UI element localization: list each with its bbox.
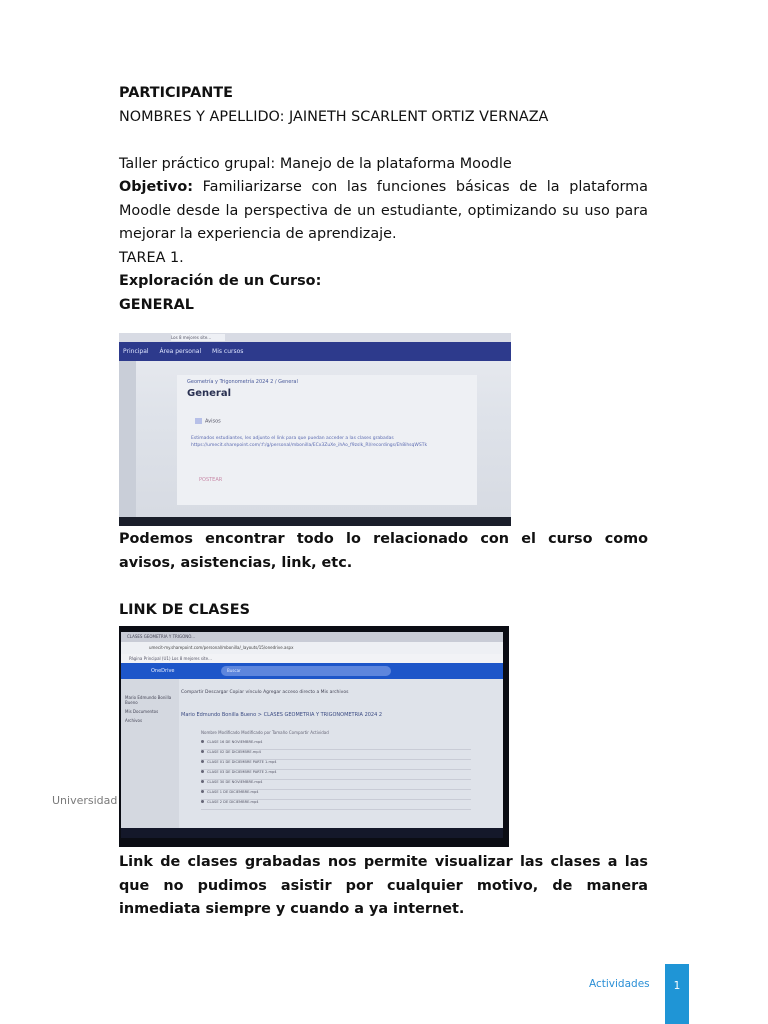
- bookmarks-text: Página Principal (U1) Los 8 mejores site...: [129, 656, 212, 661]
- moodle-general-photo: [119, 333, 511, 526]
- general-heading: GENERAL: [119, 296, 194, 313]
- browser-tab: CLASES GEOMETRIA Y TRIGONO...: [127, 634, 196, 639]
- caption-general: Podemos encontrar todo lo relacionado con el curso como avisos, asistencias, link, etc.: [119, 531, 648, 571]
- taskbar: [119, 517, 511, 526]
- file-name: CLASE 01 DE DICIEMBRE PARTE 1.mp4: [207, 760, 277, 764]
- bookmarks-bar: [121, 654, 503, 663]
- link-heading: LINK DE CLASES: [119, 601, 250, 618]
- browser-tabs: [121, 632, 503, 642]
- video-icon: [201, 760, 204, 763]
- caption-block-2: [119, 851, 648, 922]
- forum-icon: [195, 418, 202, 424]
- search-input: Buscar: [221, 666, 391, 676]
- watermark-text: Universidad: [52, 794, 118, 807]
- file-row: [201, 750, 471, 760]
- objective-text: Familiarizarse con las funciones básicas de la plataforma Moodle desde la perspectiva de un estudiante, optimizando su uso para mejorar la experiencia de aprendizaje.: [119, 179, 648, 242]
- browser-tab: Los 8 mejores site...: [171, 334, 225, 341]
- participant-heading: PARTICIPANTE: [119, 85, 233, 101]
- file-row: [201, 740, 471, 750]
- page-number-badge: [665, 964, 689, 1024]
- file-name: CLASE 02 DE DICIEMBRE.mp4: [207, 750, 261, 754]
- taskbar: [121, 828, 503, 838]
- exploration-heading: Exploración de un Curso:: [119, 273, 322, 289]
- footer-section-label: Actividades: [589, 978, 650, 990]
- file-list-header: Nombre Modificado Modificado por Tamaño Compartir Actividad: [201, 730, 329, 735]
- file-row: [201, 770, 471, 780]
- sidebar-item-files: Archivos: [125, 718, 143, 723]
- avisos-item: [195, 418, 221, 425]
- task-label: TAREA 1.: [119, 249, 184, 266]
- workshop-title: Taller práctico grupal: Manejo de la plataforma Moodle: [119, 155, 512, 172]
- browser-tabs: [119, 333, 511, 342]
- file-toolbar: Compartir Descargar Copiar vínculo Agregar acceso directo a Mis archivos: [181, 690, 349, 695]
- video-icon: [201, 790, 204, 793]
- document-body: [119, 82, 648, 317]
- file-name: CLASE 1 DE DICIEMBRE.mp4: [207, 790, 259, 794]
- announcement-text: Estimados estudiantes, les adjunto el link para que puedan acceder a las clases grabadas https://umecit.sharepoint.com/:f:/g/personal/mbonilla/ECx3ZuXe_ihAo_f9zslk_Rl/recordings/Eh8ihsqWSTk: [191, 436, 428, 448]
- course-section-title: General: [187, 388, 231, 399]
- file-row: [201, 760, 471, 770]
- moodle-sidebar: [119, 361, 136, 526]
- url-text: umecit-my.sharepoint.com/personal/mbonilla/_layouts/15/onedrive.aspx: [149, 645, 294, 650]
- moodle-course-card: [177, 375, 477, 505]
- avisos-label: Avisos: [205, 418, 221, 425]
- sidebar-item-owner: Mario Edmundo Bonilla Bueno: [125, 695, 172, 705]
- course-breadcrumb: Geometría y Trigonometría 2024 2 / General: [187, 379, 298, 385]
- nav-item-area-personal: Área personal: [159, 348, 202, 355]
- file-name: CLASE 30 DE NOVIEMBRE.mp4: [207, 780, 263, 784]
- app-name: OneDrive: [151, 668, 175, 674]
- video-icon: [201, 770, 204, 773]
- sidebar-item-documents: Mis Documentos: [125, 709, 159, 714]
- folder-breadcrumb: Mario Edmundo Bonilla Bueno > CLASES GEOMETRIA Y TRIGONOMETRIA 2024 2: [181, 712, 383, 718]
- caption-block-1: [119, 528, 648, 622]
- file-name: CLASE 03 DE DICIEMBRE PARTE 2.mp4: [207, 770, 277, 774]
- objective-paragraph: [119, 176, 648, 247]
- monitor-screen: [121, 632, 503, 838]
- nav-item-principal: Principal: [123, 348, 149, 355]
- video-icon: [201, 740, 204, 743]
- page-number: 1: [673, 980, 681, 992]
- file-name: CLASE 16 DE NOVIEMBRE.mp4: [207, 740, 263, 744]
- video-icon: [201, 750, 204, 753]
- file-name: CLASE 2 DE DICIEMBRE.mp4: [207, 800, 259, 804]
- file-row: [201, 800, 471, 810]
- file-row: [201, 780, 471, 790]
- file-row: [201, 790, 471, 800]
- participant-name: NOMBRES Y APELLIDO: JAINETH SCARLENT ORTIZ VERNAZA: [119, 108, 549, 125]
- onedrive-sidebar: [121, 679, 179, 838]
- onedrive-header: [121, 663, 503, 679]
- video-icon: [201, 800, 204, 803]
- moodle-navbar: [119, 342, 511, 361]
- objective-label: Objetivo:: [119, 179, 194, 195]
- nav-item-mis-cursos: Mis cursos: [212, 348, 244, 355]
- onedrive-recordings-photo: [119, 626, 509, 847]
- caption-link: Link de clases grabadas nos permite visualizar las clases a las que no pudimos asistir por cualquier motivo, de manera inmediata siempre y cuando a ya internet.: [119, 854, 648, 917]
- post-button: POSTEAR: [199, 477, 223, 483]
- video-icon: [201, 780, 204, 783]
- address-bar: [121, 642, 503, 654]
